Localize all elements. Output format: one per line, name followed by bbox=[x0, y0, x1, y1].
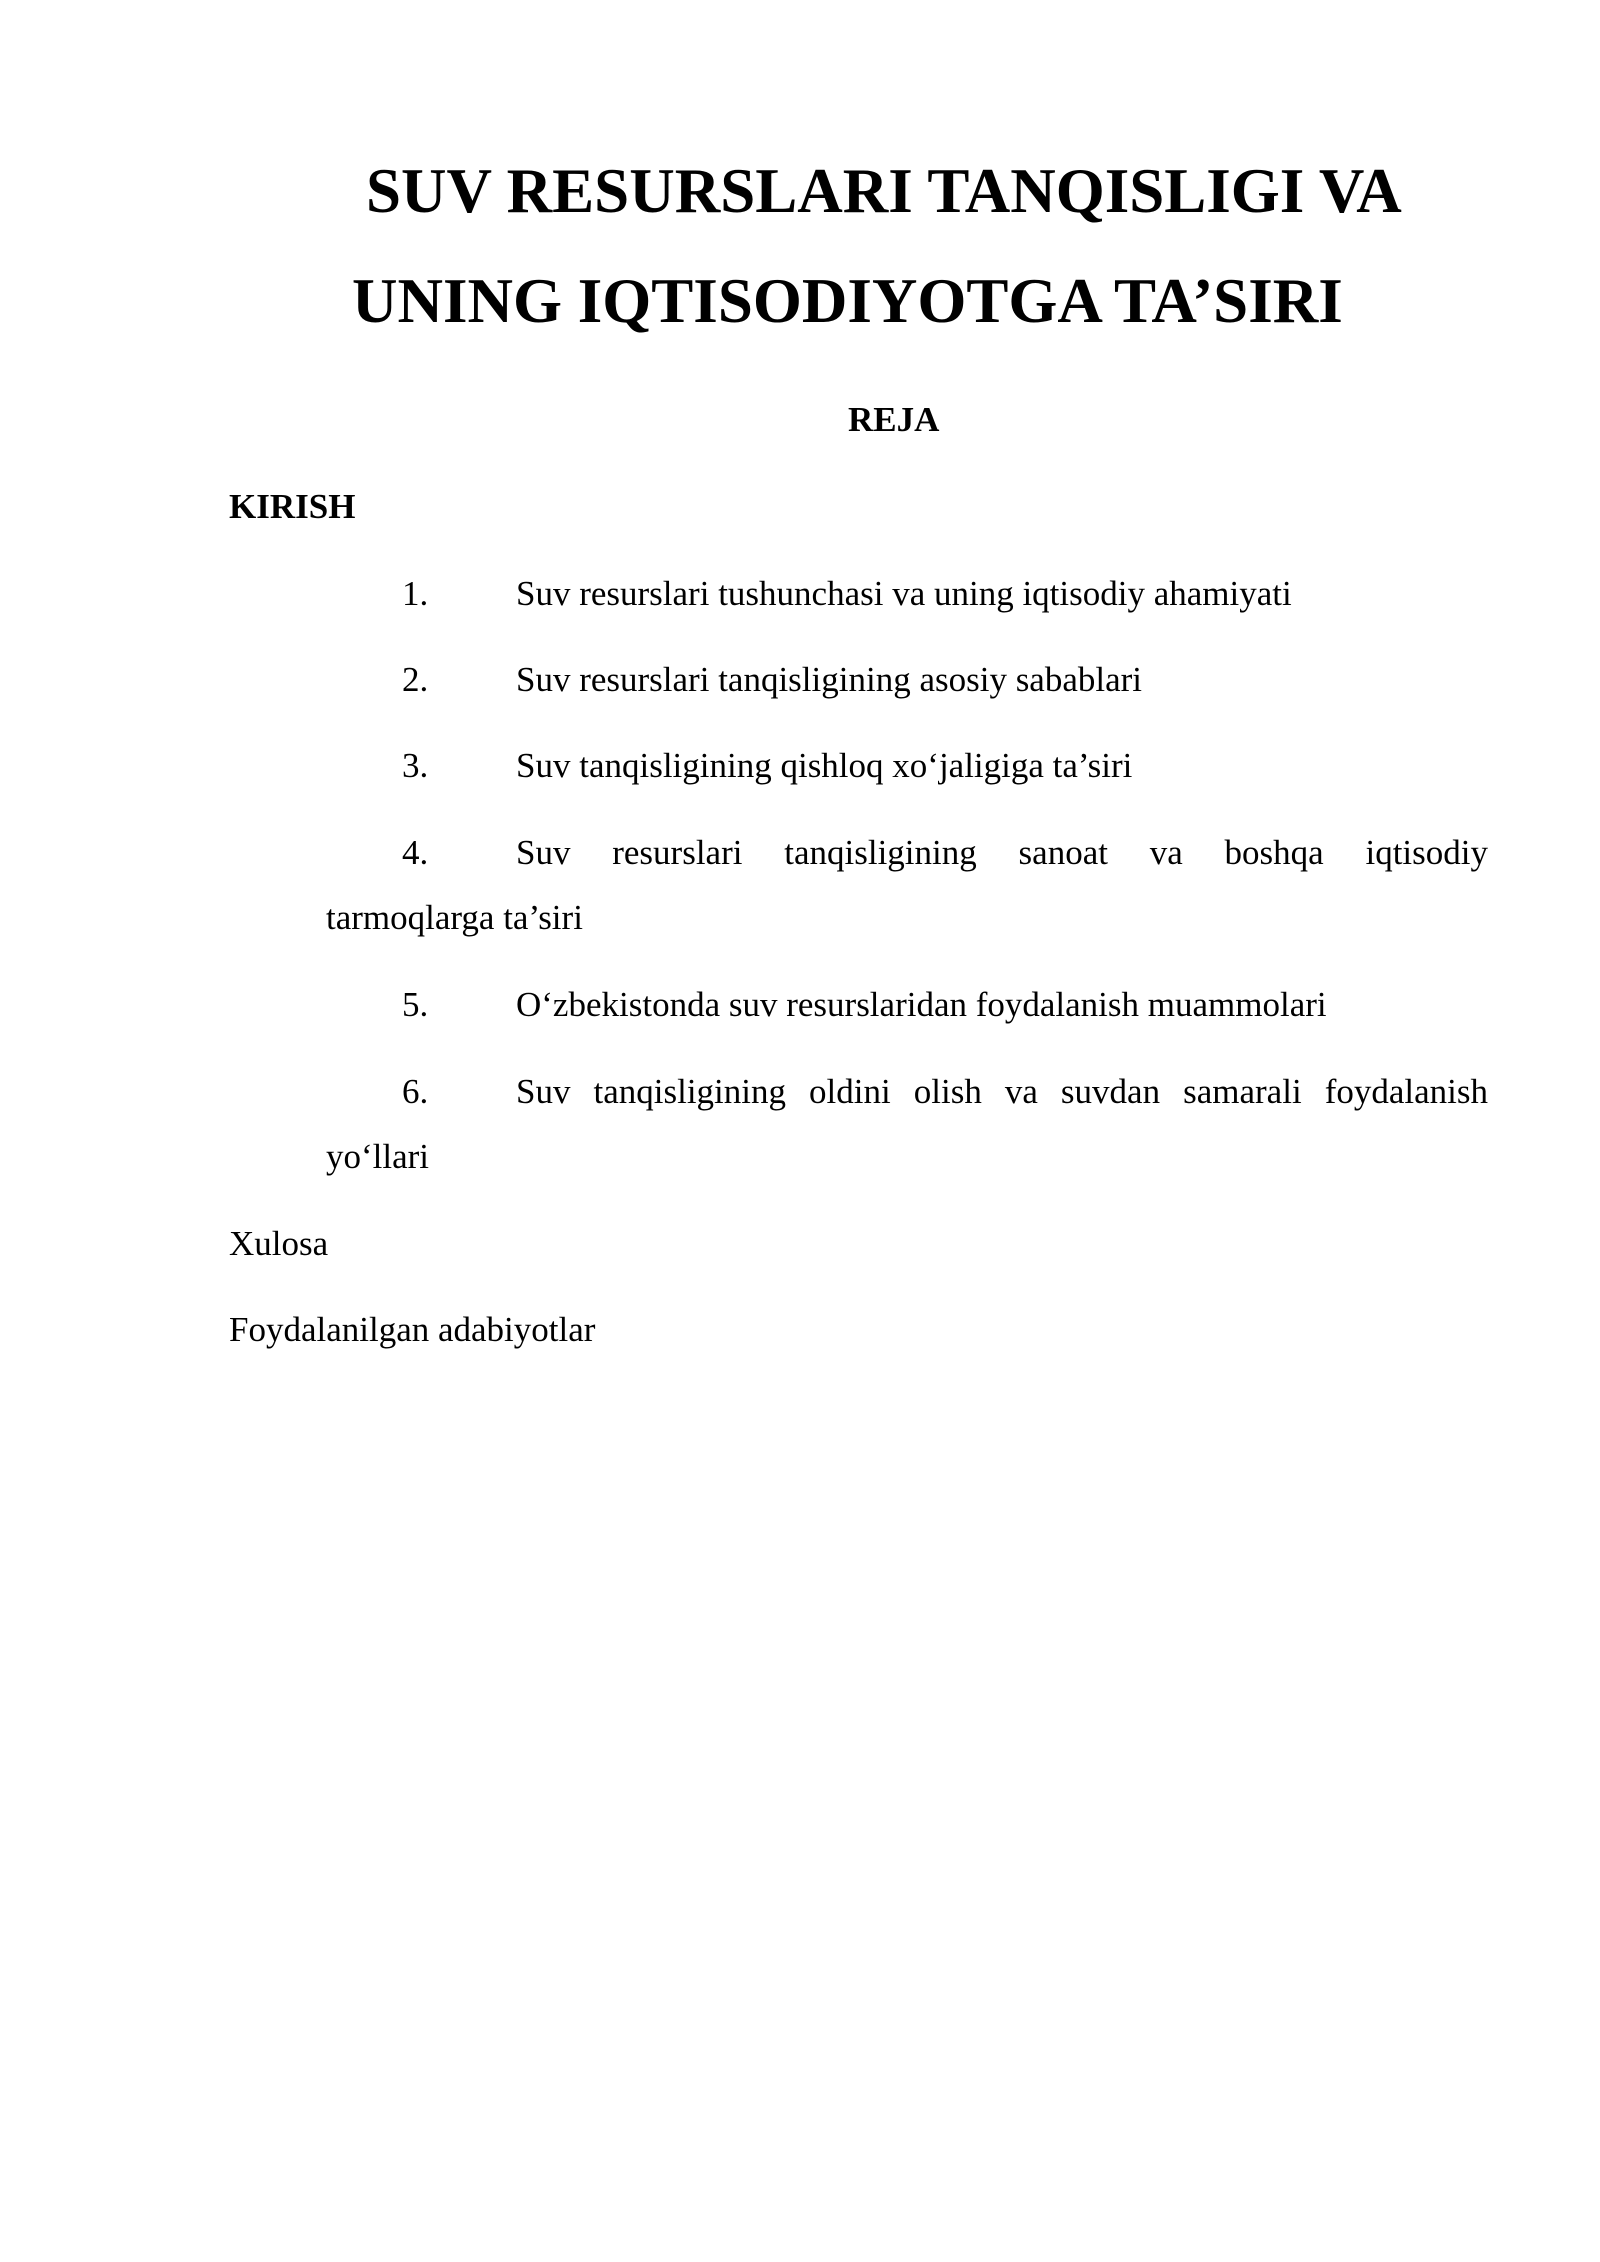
toc-item-4-number: 4. bbox=[402, 833, 429, 872]
toc-item-1-number: 1. bbox=[402, 574, 429, 613]
toc-item-3-text: Suv tanqisligining qishloq xo‘jaligiga ta’siri bbox=[516, 746, 1133, 785]
plan-heading: REJA bbox=[848, 400, 940, 439]
toc-item-6-number: 6. bbox=[402, 1072, 429, 1111]
toc-item-4-text: Suv resurslari tanqisligining sanoat va boshqa iqtisodiy bbox=[516, 833, 1488, 872]
intro-heading: KIRISH bbox=[229, 487, 356, 526]
toc-item-4-continuation: tarmoqlarga ta’siri bbox=[326, 898, 583, 937]
document-title-line-1: SUV RESURSLARI TANQISLIGI VA bbox=[366, 156, 1402, 226]
toc-item-6-text: Suv tanqisligining oldini olish va suvdan samarali foydalanish bbox=[516, 1072, 1488, 1111]
document-title-line-2: UNING IQTISODIYOTGA TA’SIRI bbox=[352, 266, 1343, 336]
conclusion-heading: Xulosa bbox=[229, 1224, 329, 1263]
toc-item-6-continuation: yo‘llari bbox=[326, 1137, 430, 1176]
toc-item-2-number: 2. bbox=[402, 660, 429, 699]
toc-item-2-text: Suv resurslari tanqisligining asosiy sabablari bbox=[516, 660, 1143, 699]
toc-item-5-number: 5. bbox=[402, 985, 429, 1024]
toc-item-1-text: Suv resurslari tushunchasi va uning iqtisodiy ahamiyati bbox=[516, 574, 1292, 613]
toc-item-5-text: O‘zbekistonda suv resurslaridan foydalanish muammolari bbox=[516, 985, 1327, 1024]
references-heading: Foydalanilgan adabiyotlar bbox=[229, 1310, 596, 1349]
toc-item-3-number: 3. bbox=[402, 746, 429, 785]
